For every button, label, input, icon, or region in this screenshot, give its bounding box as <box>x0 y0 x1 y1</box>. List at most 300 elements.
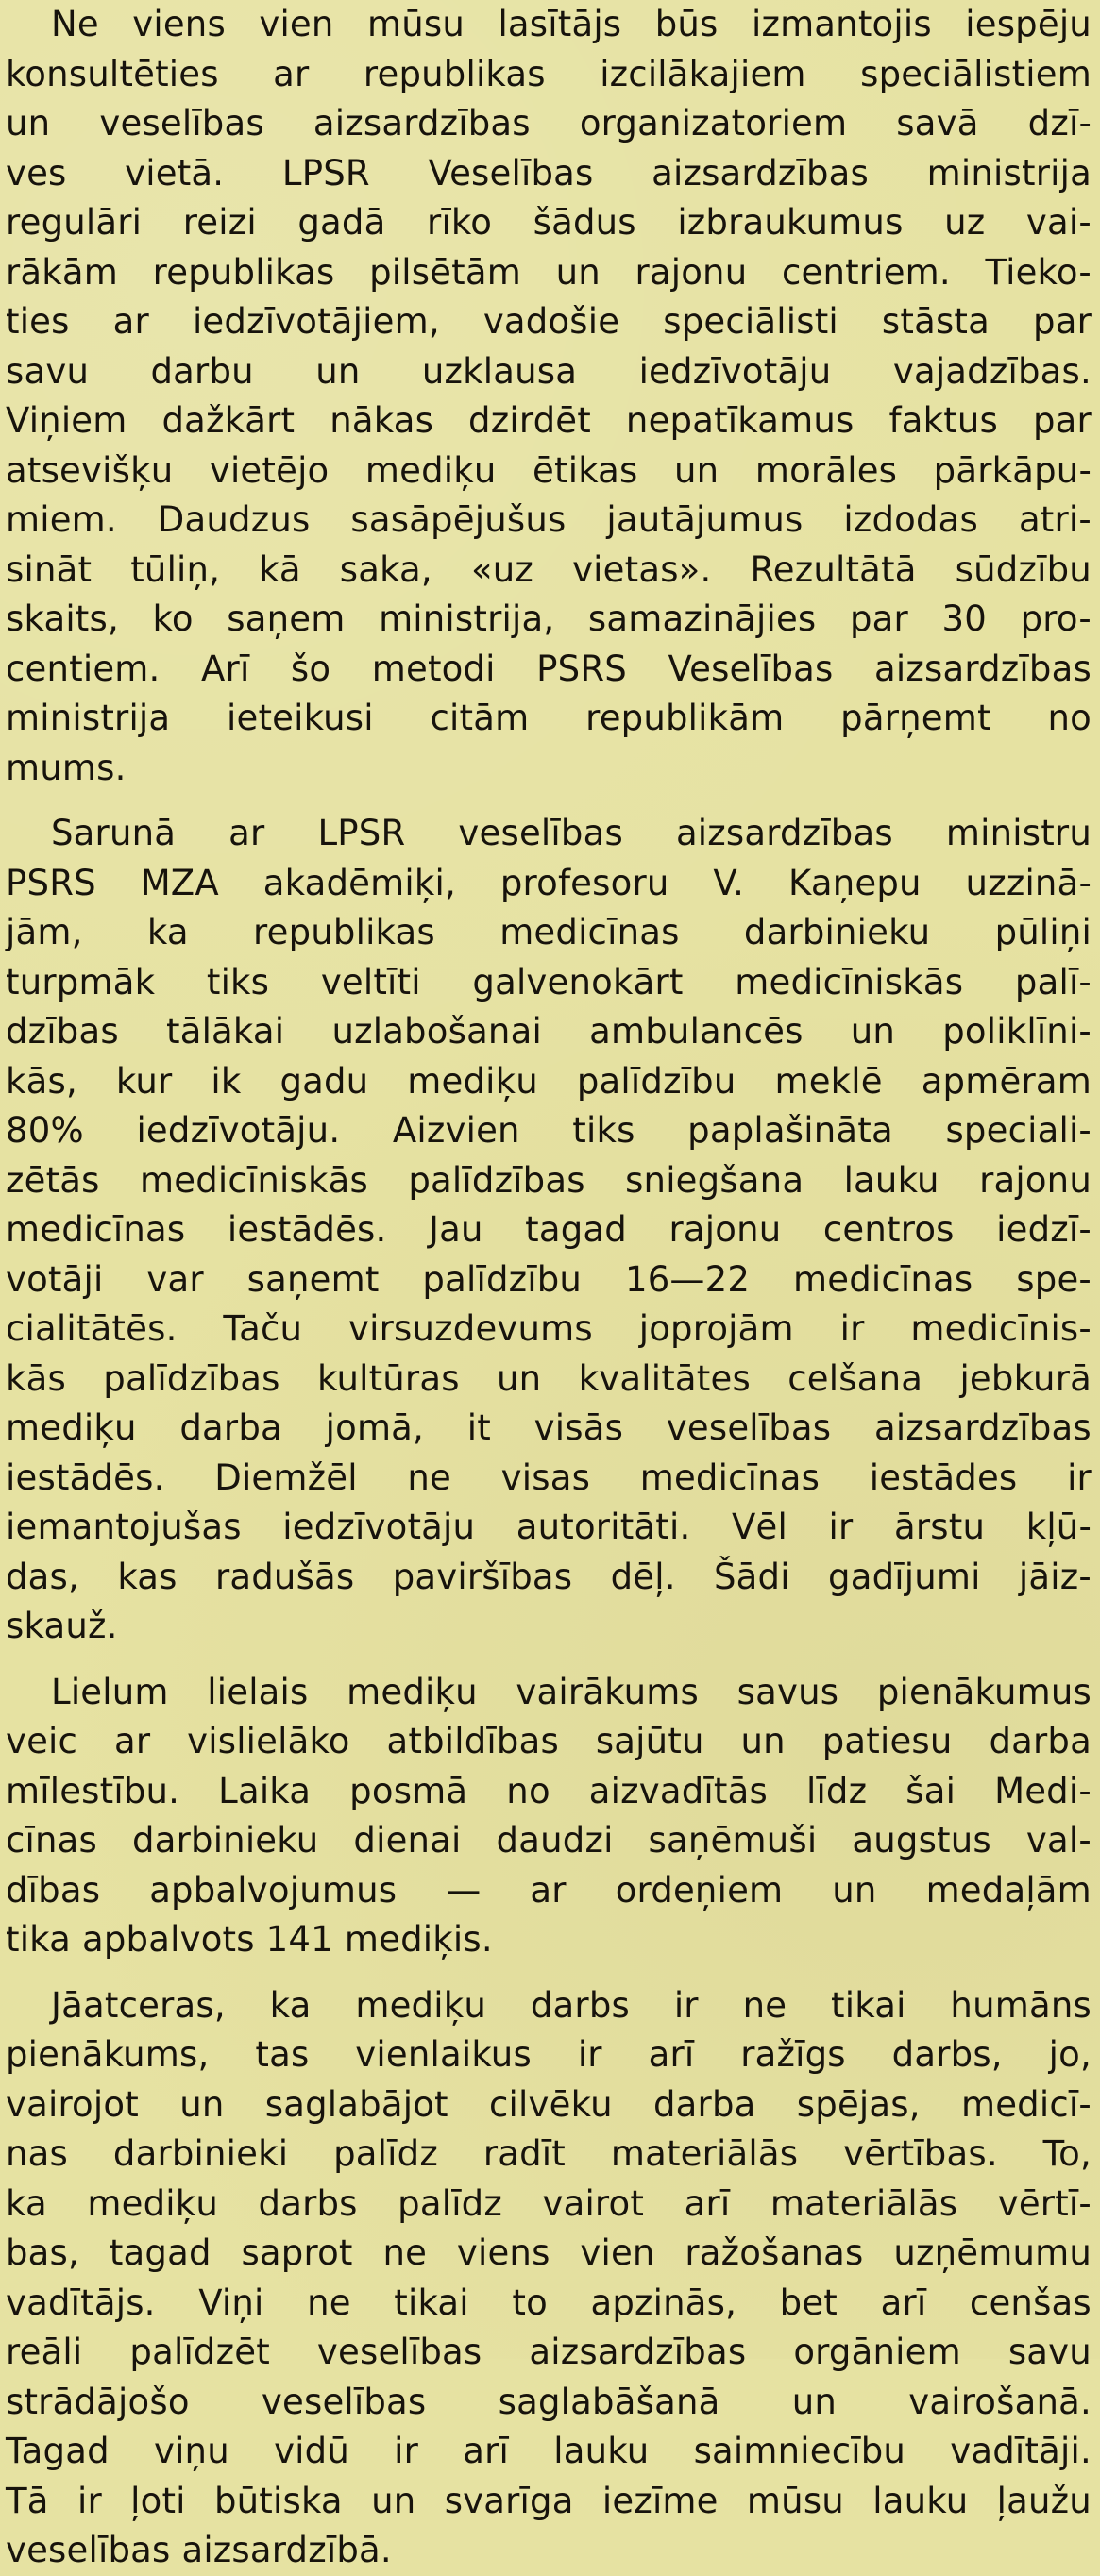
word: dzības <box>6 1011 119 1052</box>
word: vajadzības. <box>892 350 1092 392</box>
word: būs <box>654 4 719 44</box>
text-line: skauž. <box>6 1606 118 1646</box>
word: iestādēs. <box>227 1209 387 1250</box>
text-line <box>6 958 1092 1008</box>
word: kļū- <box>1025 1507 1092 1547</box>
word: savus <box>736 1671 839 1712</box>
paragraph-2 <box>6 809 1092 1652</box>
word: aizsardzības <box>313 103 531 143</box>
text-line <box>6 2427 1092 2477</box>
word: medaļām <box>925 1869 1092 1911</box>
word: jautājumus <box>606 499 804 540</box>
word: jo, <box>1048 2034 1092 2075</box>
word: ne <box>307 2281 351 2323</box>
text-line <box>6 908 1092 958</box>
word: vietējo <box>209 449 330 491</box>
word: palī- <box>1014 961 1092 1002</box>
word: mediķu <box>364 449 497 491</box>
word: un <box>315 350 361 392</box>
text-line <box>6 2030 1092 2080</box>
word: ražīgs <box>740 2034 846 2075</box>
word: un <box>791 2381 838 2422</box>
word: visas <box>500 1456 591 1498</box>
text-line <box>6 1255 1092 1305</box>
word: veselības <box>261 2381 427 2422</box>
word: saprot <box>241 2232 353 2273</box>
word: un <box>497 1357 542 1399</box>
word: Veselības <box>428 152 594 194</box>
word: Viņiem <box>6 400 127 441</box>
word: faktus <box>888 400 999 441</box>
word: izdodas <box>843 499 979 540</box>
word: vairākums <box>516 1671 699 1712</box>
word: speciālistiem <box>860 53 1092 94</box>
word: rajonu <box>979 1159 1092 1201</box>
word: šādus <box>533 202 636 243</box>
word: orgāniem <box>793 2332 961 2372</box>
word: skaits, <box>6 598 119 639</box>
word: uzklausa <box>421 350 578 392</box>
word: celšana <box>787 1357 923 1399</box>
word: LPSR <box>317 813 406 853</box>
word: augstus <box>852 1820 991 1860</box>
text-line <box>6 809 1092 859</box>
word: Tā <box>6 2480 49 2521</box>
word: ļoti <box>130 2480 186 2521</box>
word: PSRS <box>6 862 96 903</box>
word: val- <box>1025 1820 1092 1860</box>
word: mediķu <box>6 1407 137 1448</box>
word: viens <box>132 4 226 44</box>
word: miem. <box>6 499 117 540</box>
word: būtiska <box>213 2480 343 2521</box>
word: tālākai <box>166 1011 285 1052</box>
word: jāiz- <box>1018 1556 1092 1597</box>
word: lauku <box>872 2480 969 2521</box>
text-line <box>6 1404 1092 1454</box>
word: medicīnas <box>793 1258 973 1300</box>
word: vērtības. <box>843 2133 998 2174</box>
word: darbinieki <box>112 2133 289 2174</box>
text-line <box>6 595 1092 645</box>
word: atbildības <box>386 1721 559 1761</box>
word: saglabāšanā <box>498 2381 720 2422</box>
word: vairošanā. <box>908 2381 1092 2422</box>
word: centros <box>822 1209 955 1250</box>
word: mūsu <box>746 2480 844 2521</box>
word: jomā, <box>325 1407 425 1448</box>
word: PSRS <box>536 648 627 689</box>
word: Ne <box>51 4 99 44</box>
word: palīdzēt <box>129 2332 270 2372</box>
word: mediķu <box>355 1984 486 2026</box>
word: tiks <box>206 961 270 1002</box>
word: ik <box>211 1060 242 1102</box>
word: gadījumi <box>828 1556 981 1597</box>
word: ka <box>269 1984 312 2026</box>
text-line <box>6 1355 1092 1405</box>
word: ieteikusi <box>227 698 374 738</box>
word: iestādēs. <box>6 1456 165 1498</box>
text-line <box>6 1305 1092 1355</box>
word: apbalvojumus <box>149 1869 398 1911</box>
word: arī <box>684 2182 731 2224</box>
word: paplašināta <box>687 1110 893 1151</box>
word: darbinieku <box>743 912 931 952</box>
word: vietas». <box>572 548 712 590</box>
word: izmantojis <box>751 4 932 44</box>
text-line: tika apbalvots 141 mediķis. <box>6 1919 493 1960</box>
word: vien <box>259 4 334 44</box>
text-line: mums. <box>6 747 127 788</box>
word: šai <box>905 1770 956 1811</box>
word: republikas <box>152 251 335 293</box>
word: medicīniskās <box>140 1159 368 1201</box>
word: pārkāpu- <box>933 449 1092 491</box>
text-line <box>6 1503 1092 1553</box>
word: strādājošo <box>6 2381 190 2422</box>
word: iezīme <box>601 2480 719 2521</box>
article-text-column <box>6 0 1092 2576</box>
word: it <box>466 1407 491 1448</box>
word: ministrija <box>926 152 1092 194</box>
word: sniegšana <box>625 1159 804 1201</box>
word: Diemžēl <box>214 1456 358 1498</box>
word: svarīga <box>444 2480 574 2521</box>
word: ārstu <box>894 1507 986 1547</box>
word: veselības <box>99 103 264 143</box>
word: veselības <box>316 2332 482 2372</box>
word: iedzīvotāju <box>282 1507 476 1547</box>
text-line <box>6 1553 1092 1603</box>
word: rajonu <box>668 1209 782 1250</box>
word: tiks <box>572 1110 635 1151</box>
word: autoritāti. <box>516 1507 691 1547</box>
word: zētās <box>6 1159 100 1201</box>
word: Tagad <box>6 2431 110 2471</box>
text-line <box>6 2229 1092 2279</box>
word: aizvadītās <box>588 1770 768 1811</box>
word: nākas <box>330 400 434 441</box>
word: vien <box>580 2232 655 2273</box>
word: palīdzības <box>408 1159 585 1201</box>
text-line: veselības aizsardzībā. <box>6 2530 392 2570</box>
word: vadošie <box>482 301 620 342</box>
text-line <box>6 1106 1092 1156</box>
paragraph-3 <box>6 1668 1092 1965</box>
word: ar <box>113 1721 151 1761</box>
word: iedzī- <box>996 1209 1092 1250</box>
word: materiālās <box>770 2182 958 2224</box>
word: Medi- <box>994 1770 1092 1811</box>
word: humāns <box>950 1984 1092 2026</box>
word: sasāpējušus <box>350 499 567 540</box>
word: republikām <box>585 698 785 738</box>
word: saņem <box>227 598 346 639</box>
word: akadēmiķi, <box>262 862 456 903</box>
word: palīdzību <box>422 1258 583 1300</box>
word: posmā <box>349 1770 468 1811</box>
word: un <box>555 251 601 293</box>
word: medicīnas <box>639 1456 821 1498</box>
word: Vēl <box>732 1507 787 1547</box>
word: medicīnas <box>499 912 680 952</box>
word: To, <box>1042 2133 1092 2174</box>
word: MZA <box>140 862 219 903</box>
word: kās <box>6 1357 66 1399</box>
word: radīt <box>482 2133 566 2174</box>
word: ir <box>828 1507 854 1547</box>
word: lielais <box>207 1671 309 1712</box>
word: pro- <box>1020 598 1092 639</box>
word: palīdz <box>398 2182 502 2224</box>
word: veic <box>6 1721 78 1761</box>
word: dēļ. <box>610 1556 676 1597</box>
word: Laika <box>218 1770 312 1811</box>
word: jām, <box>6 912 83 952</box>
word: daudzi <box>496 1820 614 1860</box>
word: saimniecību <box>693 2431 906 2471</box>
word: izbraukumus <box>677 202 904 243</box>
text-line <box>6 2080 1092 2130</box>
word: speciālisti <box>663 301 838 342</box>
word: un <box>371 2480 416 2521</box>
word: vietā. <box>125 152 225 194</box>
paragraph-gap <box>6 1965 1092 1981</box>
word: lauku <box>553 2431 650 2471</box>
word: veselības <box>666 1407 832 1448</box>
word: cialitātēs. <box>6 1308 178 1349</box>
word: palīdzību <box>576 1060 736 1102</box>
word: ka <box>146 912 189 952</box>
text-line <box>6 2180 1092 2230</box>
word: samazinājies <box>587 598 817 639</box>
word: medicīnis- <box>910 1308 1092 1349</box>
word: metodi <box>371 648 496 689</box>
word: Veselības <box>668 648 834 689</box>
word: iespēju <box>965 4 1092 44</box>
text-line <box>6 1767 1092 1817</box>
word: atsevišķu <box>6 449 174 491</box>
word: kā <box>259 548 301 590</box>
word: saņēmuši <box>648 1820 818 1860</box>
word: republikas <box>363 53 546 94</box>
word: — <box>446 1869 482 1911</box>
word: un <box>832 1869 877 1911</box>
word: veselības <box>458 813 623 853</box>
word: ministrija, <box>379 598 555 639</box>
word: tikai <box>831 1984 906 2026</box>
word: mīlestību. <box>6 1770 180 1811</box>
word: un <box>740 1721 786 1761</box>
word: poliklīni- <box>942 1011 1092 1052</box>
word: Taču <box>223 1308 303 1349</box>
word: dienai <box>353 1820 462 1860</box>
word: patiesu <box>821 1721 953 1761</box>
word: ambulancēs <box>589 1011 804 1052</box>
text-line <box>6 1816 1092 1866</box>
word: republikas <box>253 912 435 952</box>
word: var <box>146 1258 204 1300</box>
word: Lielum <box>51 1671 169 1712</box>
word: atri- <box>1018 499 1092 540</box>
text-line <box>6 198 1092 248</box>
word: darbu <box>150 350 254 392</box>
word: ne <box>742 1984 787 2026</box>
word: darbs <box>530 1984 630 2026</box>
word: vai- <box>1025 202 1092 243</box>
word: turpmāk <box>6 961 156 1002</box>
word: vērtī- <box>997 2182 1092 2224</box>
word: kās, <box>6 1060 77 1102</box>
word: lauku <box>843 1159 939 1201</box>
word: pienākums, <box>6 2034 210 2075</box>
word: ne <box>407 1456 451 1498</box>
word: ētikas <box>533 449 638 491</box>
word: kur <box>115 1060 173 1102</box>
word: darbs <box>258 2182 358 2224</box>
word: dības <box>6 1869 101 1911</box>
word: vairot <box>542 2182 645 2224</box>
text-line <box>6 1057 1092 1107</box>
word: vairojot <box>6 2083 139 2125</box>
word: darba <box>179 1407 282 1448</box>
word: sūdzību <box>955 548 1092 590</box>
word: gadā <box>297 202 386 243</box>
word: ar <box>228 813 265 853</box>
word: saglabājot <box>264 2083 448 2125</box>
word: uz <box>944 202 986 243</box>
word: iestādes <box>869 1456 1018 1498</box>
text-line <box>6 396 1092 446</box>
word: rākām <box>6 251 119 293</box>
word: uzzinā- <box>965 862 1092 903</box>
word: organizatoriem <box>579 103 848 143</box>
word: saņemt <box>246 1258 380 1300</box>
text-line <box>6 859 1092 909</box>
word: ko <box>152 598 194 639</box>
word: ar <box>112 301 149 342</box>
word: savu <box>1007 2332 1092 2372</box>
word: gadu <box>279 1060 369 1102</box>
word: arī <box>648 2034 695 2075</box>
text-line <box>6 1668 1092 1718</box>
text-line <box>6 1717 1092 1767</box>
word: kultūras <box>316 1357 460 1399</box>
word: mediķu <box>87 2182 219 2224</box>
word: centriem. <box>781 251 951 293</box>
word: regulāri <box>6 202 143 243</box>
word: ministru <box>945 813 1092 853</box>
text-line <box>6 1866 1092 1916</box>
word: cilvēku <box>489 2083 613 2125</box>
word: sināt <box>6 548 93 590</box>
word: pūliņi <box>994 912 1092 952</box>
word: aizsardzības <box>874 1407 1092 1448</box>
word: pilsētām <box>369 251 521 293</box>
word: savu <box>6 350 90 392</box>
text-line <box>6 2477 1092 2527</box>
word: cīnas <box>6 1820 98 1860</box>
word: uzlabošanai <box>331 1011 542 1052</box>
word: Šādi <box>713 1556 790 1597</box>
word: viņu <box>153 2431 229 2471</box>
word: uzņēmumu <box>893 2232 1092 2273</box>
word: tagad <box>109 2232 212 2273</box>
word: iedzīvotāju <box>638 350 832 392</box>
word: kvalitātes <box>578 1357 751 1399</box>
text-line <box>6 546 1092 596</box>
word: tūliņ, <box>130 548 221 590</box>
word: aizsardzības <box>874 648 1092 689</box>
text-line <box>6 446 1092 497</box>
word: vislielāko <box>187 1721 350 1761</box>
word: cenšas <box>969 2281 1092 2323</box>
word: apzinās, <box>590 2281 737 2323</box>
word: 16—22 <box>624 1258 751 1300</box>
word: palīdzības <box>103 1357 280 1399</box>
word: meklē <box>774 1060 883 1102</box>
word: Daudzus <box>157 499 311 540</box>
word: ties <box>6 301 70 342</box>
word: un <box>6 103 51 143</box>
word: vidū <box>274 2431 349 2471</box>
word: medicī- <box>960 2083 1092 2125</box>
word: ir <box>76 2480 102 2521</box>
word: medicīniskās <box>735 961 964 1002</box>
word: arī <box>463 2431 510 2471</box>
word: palīdz <box>333 2133 438 2174</box>
text-line <box>6 1454 1092 1504</box>
word: ir <box>839 1308 865 1349</box>
word: kas <box>117 1556 178 1597</box>
text-line <box>6 347 1092 397</box>
paragraph-1 <box>6 0 1092 793</box>
word: pārņemt <box>840 698 991 738</box>
word: viens <box>456 2232 550 2273</box>
text-line <box>6 1205 1092 1255</box>
word: ir <box>577 2034 602 2075</box>
word: speciali- <box>945 1110 1092 1151</box>
word: Viņi <box>198 2281 264 2323</box>
word: veltīti <box>320 961 421 1002</box>
word: das, <box>6 1556 79 1597</box>
paragraph-gap <box>6 1652 1092 1668</box>
word: konsultēties <box>6 53 219 94</box>
word: Rezultātā <box>750 548 917 590</box>
word: mūsu <box>366 4 465 44</box>
word: dzirdēt <box>468 400 591 441</box>
word: ministrija <box>6 698 171 738</box>
word: 30 <box>941 598 988 639</box>
word: un <box>850 1011 896 1052</box>
word: tagad <box>525 1209 627 1250</box>
word: ir <box>673 1984 699 2026</box>
paragraph-gap <box>6 793 1092 809</box>
text-line <box>6 2130 1092 2180</box>
word: rajonu <box>635 251 748 293</box>
word: votāji <box>6 1258 104 1300</box>
word: ļaužu <box>996 2480 1092 2521</box>
word: vadītāji. <box>950 2431 1092 2471</box>
word: savā <box>896 103 979 143</box>
text-line <box>6 694 1092 744</box>
word: stāsta <box>881 301 990 342</box>
text-line <box>6 50 1092 100</box>
word: reāli <box>6 2332 83 2372</box>
word: līdz <box>805 1770 868 1811</box>
word: Sarunā <box>51 813 177 853</box>
